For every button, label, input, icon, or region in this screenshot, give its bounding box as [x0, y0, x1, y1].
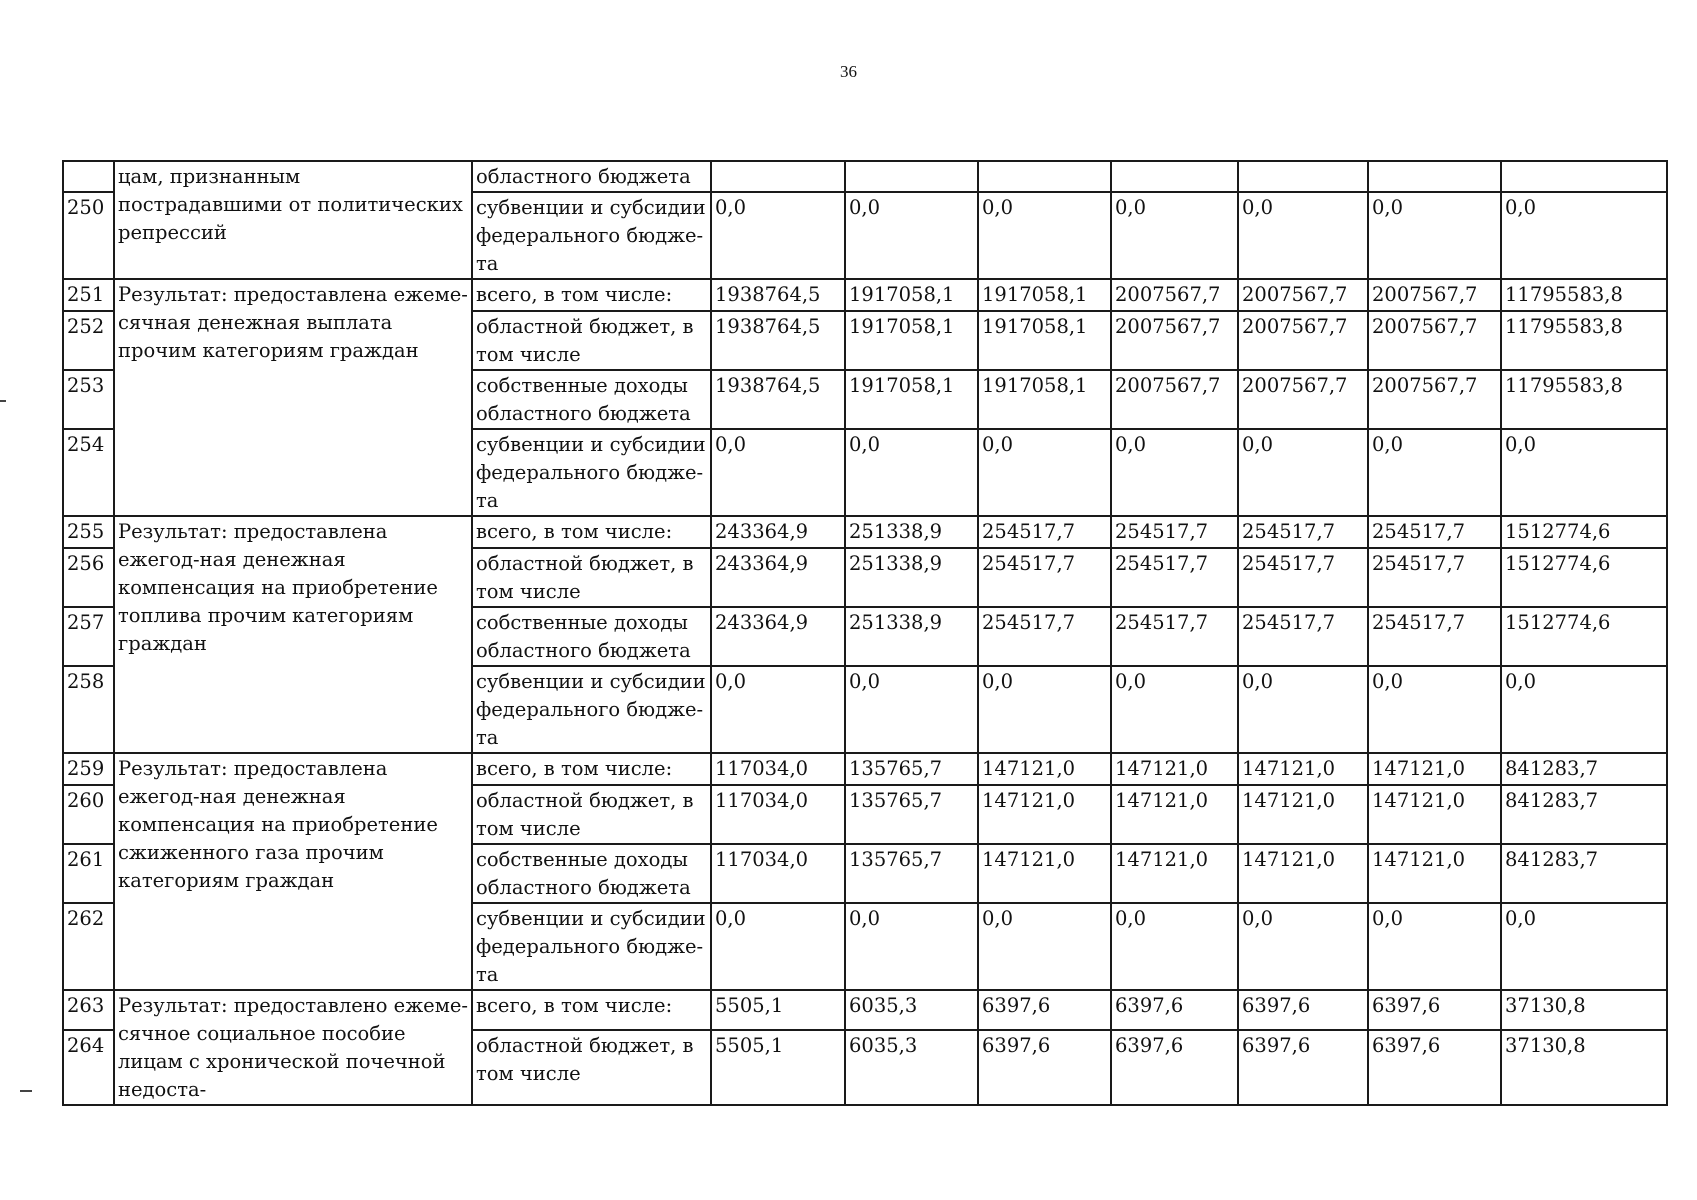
amount-cell: 147121,0 — [1111, 753, 1238, 785]
amount-cell: 0,0 — [1368, 429, 1501, 516]
amount-cell: 254517,7 — [978, 607, 1111, 666]
funding-source-cell: областной бюджет, в том числе — [472, 548, 711, 607]
funding-source-cell: собственные доходы областного бюджета — [472, 370, 711, 429]
amount-cell: 254517,7 — [1368, 516, 1501, 548]
amount-cell: 0,0 — [1368, 192, 1501, 279]
scan-artifact-left — [0, 400, 6, 402]
amount-cell: 1917058,1 — [978, 370, 1111, 429]
amount-cell: 1938764,5 — [711, 370, 845, 429]
funding-source-cell: собственные доходы областного бюджета — [472, 844, 711, 903]
amount-cell: 0,0 — [978, 192, 1111, 279]
amount-cell: 0,0 — [845, 429, 978, 516]
page-number: 36 — [840, 62, 857, 81]
amount-cell: 2007567,7 — [1238, 311, 1368, 370]
amount-cell: 0,0 — [711, 429, 845, 516]
amount-cell: 6397,6 — [1111, 990, 1238, 1030]
amount-cell: 1512774,6 — [1501, 607, 1667, 666]
amount-cell: 0,0 — [978, 903, 1111, 990]
amount-cell: 0,0 — [978, 429, 1111, 516]
amount-cell: 147121,0 — [978, 753, 1111, 785]
amount-cell: 0,0 — [1238, 903, 1368, 990]
amount-cell: 11795583,8 — [1501, 370, 1667, 429]
amount-cell: 254517,7 — [1368, 607, 1501, 666]
row-number-cell: 251 — [63, 279, 114, 311]
amount-cell: 243364,9 — [711, 607, 845, 666]
amount-cell: 37130,8 — [1501, 990, 1667, 1030]
amount-cell: 6397,6 — [1368, 1030, 1501, 1105]
table-row — [63, 161, 1667, 192]
amount-cell: 147121,0 — [1111, 785, 1238, 844]
amount-cell: 243364,9 — [711, 548, 845, 607]
funding-source-cell: областной бюджет, в том числе — [472, 1030, 711, 1105]
amount-cell: 0,0 — [711, 666, 845, 753]
funding-source-cell: собственные доходы областного бюджета — [472, 607, 711, 666]
amount-cell: 254517,7 — [1111, 607, 1238, 666]
amount-cell: 1512774,6 — [1501, 516, 1667, 548]
amount-cell: 147121,0 — [1368, 785, 1501, 844]
amount-cell: 117034,0 — [711, 785, 845, 844]
amount-cell: 117034,0 — [711, 844, 845, 903]
amount-cell: 254517,7 — [1238, 607, 1368, 666]
amount-cell: 2007567,7 — [1238, 370, 1368, 429]
funding-source-cell: всего, в том числе: — [472, 753, 711, 785]
result-description-cell: Результат: предоставлено ежеме-сячное социальное пособие лицам с хронической почечной недоста- — [114, 990, 472, 1105]
amount-cell: 6397,6 — [1368, 990, 1501, 1030]
amount-cell: 0,0 — [1501, 429, 1667, 516]
amount-cell: 0,0 — [1238, 192, 1368, 279]
amount-cell: 37130,8 — [1501, 1030, 1667, 1105]
amount-cell: 2007567,7 — [1368, 279, 1501, 311]
amount-cell: 1917058,1 — [845, 311, 978, 370]
row-number-cell: 264 — [63, 1030, 114, 1105]
row-number-cell: 257 — [63, 607, 114, 666]
funding-source-cell: областной бюджет, в том числе — [472, 785, 711, 844]
amount-cell: 0,0 — [1501, 666, 1667, 753]
funding-source-cell: субвенции и субсидии федерального бюдже-та — [472, 903, 711, 990]
table-row — [63, 990, 1667, 1030]
funding-source-cell: субвенции и субсидии федерального бюдже-та — [472, 666, 711, 753]
result-description-cell: цам, признанным пострадавшими от политических репрессий — [114, 161, 472, 279]
row-number-cell: 262 — [63, 903, 114, 990]
funding-source-cell: всего, в том числе: — [472, 279, 711, 311]
amount-cell: 147121,0 — [1368, 844, 1501, 903]
result-description-cell: Результат: предоставлена ежегод-ная денежная компенсация на приобретение сжиженного газа прочим категориям граждан — [114, 753, 472, 990]
amount-cell: 841283,7 — [1501, 844, 1667, 903]
funding-source-cell: всего, в том числе: — [472, 990, 711, 1030]
funding-source-cell: областной бюджет, в том числе — [472, 311, 711, 370]
amount-cell: 1938764,5 — [711, 279, 845, 311]
amount-cell: 1917058,1 — [845, 279, 978, 311]
row-number-cell: 254 — [63, 429, 114, 516]
row-number-cell: 261 — [63, 844, 114, 903]
row-number-cell — [63, 161, 114, 192]
result-description-cell: Результат: предоставлена ежегод-ная денежная компенсация на приобретение топлива прочим категориям граждан — [114, 516, 472, 753]
amount-cell: 243364,9 — [711, 516, 845, 548]
amount-cell: 841283,7 — [1501, 753, 1667, 785]
amount-cell: 0,0 — [1111, 903, 1238, 990]
amount-cell — [1111, 161, 1238, 192]
amount-cell: 2007567,7 — [1368, 311, 1501, 370]
amount-cell: 147121,0 — [1238, 753, 1368, 785]
amount-cell: 254517,7 — [978, 516, 1111, 548]
amount-cell: 147121,0 — [978, 844, 1111, 903]
amount-cell: 0,0 — [845, 666, 978, 753]
row-number-cell: 252 — [63, 311, 114, 370]
amount-cell: 251338,9 — [845, 548, 978, 607]
amount-cell: 2007567,7 — [1368, 370, 1501, 429]
table-row — [63, 279, 1667, 311]
amount-cell: 0,0 — [845, 192, 978, 279]
amount-cell: 1938764,5 — [711, 311, 845, 370]
amount-cell: 147121,0 — [1238, 844, 1368, 903]
amount-cell: 2007567,7 — [1238, 279, 1368, 311]
amount-cell: 0,0 — [711, 192, 845, 279]
amount-cell — [1368, 161, 1501, 192]
amount-cell: 6035,3 — [845, 990, 978, 1030]
amount-cell: 0,0 — [1238, 429, 1368, 516]
amount-cell: 6397,6 — [1238, 990, 1368, 1030]
amount-cell: 11795583,8 — [1501, 311, 1667, 370]
amount-cell: 251338,9 — [845, 516, 978, 548]
amount-cell — [711, 161, 845, 192]
amount-cell: 254517,7 — [1238, 516, 1368, 548]
amount-cell: 147121,0 — [1238, 785, 1368, 844]
amount-cell: 6035,3 — [845, 1030, 978, 1105]
amount-cell: 0,0 — [1501, 903, 1667, 990]
amount-cell: 254517,7 — [1238, 548, 1368, 607]
amount-cell — [1501, 161, 1667, 192]
amount-cell: 254517,7 — [978, 548, 1111, 607]
amount-cell: 5505,1 — [711, 1030, 845, 1105]
scan-artifact-left-lower — [20, 1090, 32, 1092]
amount-cell — [978, 161, 1111, 192]
amount-cell: 2007567,7 — [1111, 279, 1238, 311]
amount-cell: 2007567,7 — [1111, 370, 1238, 429]
amount-cell: 1917058,1 — [978, 279, 1111, 311]
amount-cell: 147121,0 — [978, 785, 1111, 844]
amount-cell — [845, 161, 978, 192]
table-row — [63, 516, 1667, 548]
row-number-cell: 258 — [63, 666, 114, 753]
amount-cell: 0,0 — [1501, 192, 1667, 279]
amount-cell: 0,0 — [1111, 429, 1238, 516]
amount-cell: 6397,6 — [978, 1030, 1111, 1105]
row-number-cell: 263 — [63, 990, 114, 1030]
amount-cell: 0,0 — [1238, 666, 1368, 753]
amount-cell: 0,0 — [1368, 903, 1501, 990]
funding-source-cell: всего, в том числе: — [472, 516, 711, 548]
amount-cell: 135765,7 — [845, 785, 978, 844]
funding-source-cell: субвенции и субсидии федерального бюдже-та — [472, 429, 711, 516]
funding-source-cell: субвенции и субсидии федерального бюдже-та — [472, 192, 711, 279]
amount-cell: 0,0 — [1368, 666, 1501, 753]
amount-cell: 251338,9 — [845, 607, 978, 666]
amount-cell: 2007567,7 — [1111, 311, 1238, 370]
amount-cell: 117034,0 — [711, 753, 845, 785]
amount-cell: 147121,0 — [1368, 753, 1501, 785]
amount-cell: 254517,7 — [1111, 516, 1238, 548]
amount-cell: 1917058,1 — [845, 370, 978, 429]
amount-cell: 1917058,1 — [978, 311, 1111, 370]
amount-cell: 254517,7 — [1111, 548, 1238, 607]
amount-cell: 11795583,8 — [1501, 279, 1667, 311]
row-number-cell: 253 — [63, 370, 114, 429]
amount-cell: 5505,1 — [711, 990, 845, 1030]
row-number-cell: 256 — [63, 548, 114, 607]
result-description-cell: Результат: предоставлена ежеме-сячная денежная выплата прочим категориям граждан — [114, 279, 472, 516]
funding-source-cell: областного бюджета — [472, 161, 711, 192]
amount-cell: 147121,0 — [1111, 844, 1238, 903]
amount-cell: 841283,7 — [1501, 785, 1667, 844]
amount-cell: 135765,7 — [845, 753, 978, 785]
amount-cell: 6397,6 — [1238, 1030, 1368, 1105]
row-number-cell: 260 — [63, 785, 114, 844]
table-row — [63, 753, 1667, 785]
row-number-cell: 259 — [63, 753, 114, 785]
amount-cell: 1512774,6 — [1501, 548, 1667, 607]
row-number-cell: 250 — [63, 192, 114, 279]
amount-cell: 6397,6 — [1111, 1030, 1238, 1105]
amount-cell: 0,0 — [978, 666, 1111, 753]
amount-cell: 6397,6 — [978, 990, 1111, 1030]
amount-cell: 0,0 — [1111, 666, 1238, 753]
amount-cell: 0,0 — [1111, 192, 1238, 279]
amount-cell: 0,0 — [845, 903, 978, 990]
amount-cell: 135765,7 — [845, 844, 978, 903]
budget-table — [62, 160, 1668, 1106]
row-number-cell: 255 — [63, 516, 114, 548]
amount-cell — [1238, 161, 1368, 192]
amount-cell: 254517,7 — [1368, 548, 1501, 607]
amount-cell: 0,0 — [711, 903, 845, 990]
